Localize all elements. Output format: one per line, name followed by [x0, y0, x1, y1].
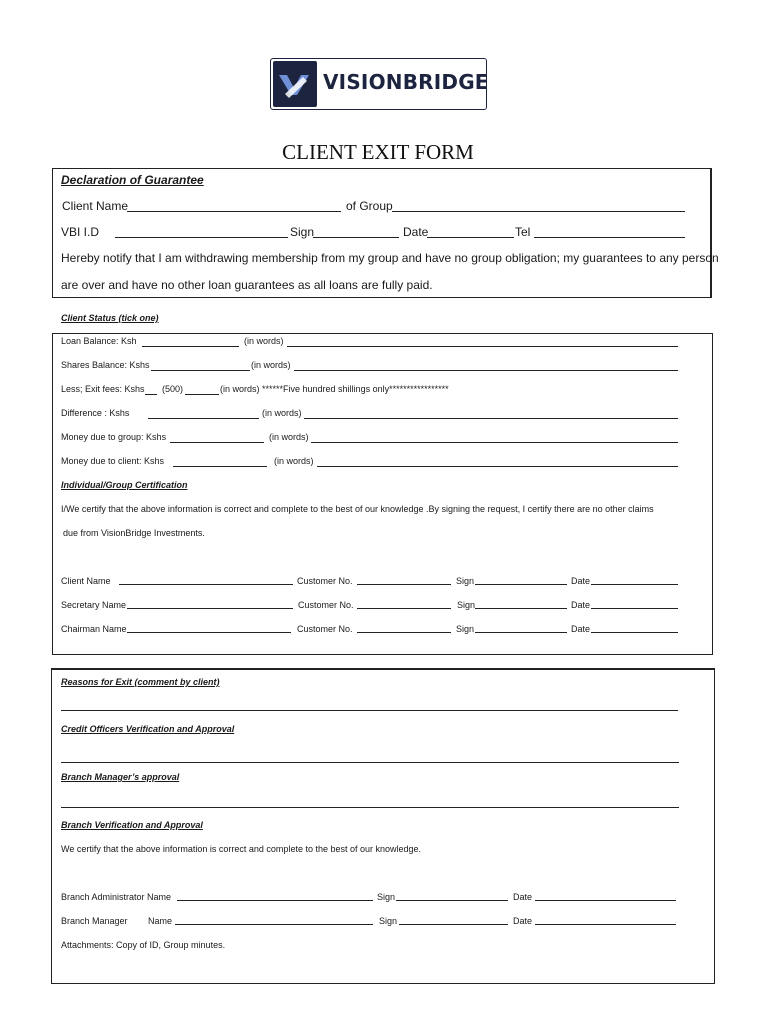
cert-chairman-customer-no-label: Customer No. — [297, 624, 353, 634]
cert-secretary-sign-label: Sign — [457, 600, 476, 610]
branch-manager-label: Branch Manager — [61, 916, 128, 926]
branch-admin-date-field[interactable] — [535, 900, 676, 901]
visionbridge-logo — [270, 58, 487, 110]
form-title: CLIENT EXIT FORM — [282, 140, 474, 164]
branch-admin-date-label: Date — [513, 892, 533, 902]
difference-field[interactable] — [148, 418, 259, 419]
money-due-group-words-field[interactable] — [311, 442, 678, 443]
branch-manager-name-field[interactable] — [175, 924, 373, 925]
reasons-field[interactable] — [61, 710, 678, 711]
cert-client-name-field[interactable] — [119, 584, 293, 585]
cert-secretary-sign-field[interactable] — [475, 608, 567, 609]
credit-officers-heading: Credit Officers Verification and Approval — [61, 724, 235, 734]
exit-fees-field[interactable] — [145, 394, 157, 395]
cert-chairman-customer-no-field[interactable] — [357, 632, 451, 633]
cert-chairman-sign-label: Sign — [456, 624, 475, 634]
logo-mark-icon — [273, 61, 317, 107]
cert-client-date-field[interactable] — [591, 584, 678, 585]
cert-chairman-sign-field[interactable] — [475, 632, 567, 633]
client-name-field[interactable] — [127, 211, 341, 212]
attachments-note: Attachments: Copy of ID, Group minutes. — [61, 940, 226, 950]
difference-label: Difference : Kshs — [61, 408, 130, 418]
certification-statement-line1: I/We certify that the above information is correct and complete to the best of our knowledge .By signing the request, I certify there are no other claims — [61, 504, 654, 514]
client-status-section — [52, 333, 713, 655]
reasons-heading: Reasons for Exit (comment by client) — [61, 677, 220, 687]
exit-fees-label: Less; Exit fees: Kshs — [61, 384, 145, 394]
loan-balance-words-label: (in words) — [244, 336, 284, 346]
money-due-client-field[interactable] — [173, 466, 267, 467]
branch-manager-name-label: Name — [148, 916, 173, 926]
declaration-heading: Declaration of Guarantee — [61, 173, 204, 187]
logo-brand-text: VISIONBRIDGE — [323, 70, 489, 94]
exit-fee-words: (in words) ******Five hundred shillings only***************** — [220, 384, 449, 394]
cert-client-sign-label: Sign — [456, 576, 475, 586]
branch-manager-date-field[interactable] — [535, 924, 676, 925]
vbi-id-field[interactable] — [115, 237, 288, 238]
branch-admin-name-label: Branch Administrator Name — [61, 892, 172, 902]
loan-balance-field[interactable] — [142, 346, 239, 347]
cert-secretary-customer-no-label: Customer No. — [298, 600, 354, 610]
money-due-client-label: Money due to client: Kshs — [61, 456, 165, 466]
cert-client-name-label: Client Name — [61, 576, 111, 586]
branch-manager-approval-heading: Branch Manager’s approval — [61, 772, 180, 782]
cert-chairman-date-field[interactable] — [591, 632, 678, 633]
certification-heading: Individual/Group Certification — [61, 480, 188, 490]
tel-label: Tel — [515, 225, 531, 239]
exit-fee-amount-field[interactable] — [185, 394, 219, 395]
sign-label: Sign — [290, 225, 315, 239]
declaration-statement-line2: are over and have no other loan guarantees as all loans are fully paid. — [61, 278, 433, 292]
branch-manager-date-label: Date — [513, 916, 533, 926]
vbi-id-label: VBI I.D — [61, 225, 100, 239]
cert-chairman-name-field[interactable] — [127, 632, 291, 633]
branch-admin-name-field[interactable] — [177, 900, 373, 901]
cert-client-sign-field[interactable] — [475, 584, 567, 585]
client-name-label: Client Name — [62, 199, 129, 213]
money-due-group-label: Money due to group: Kshs — [61, 432, 167, 442]
tel-field[interactable] — [534, 237, 685, 238]
branch-manager-sign-label: Sign — [379, 916, 398, 926]
certification-statement-line2: due from VisionBridge Investments. — [63, 528, 205, 538]
sign-field[interactable] — [313, 237, 399, 238]
money-due-client-words-field[interactable] — [317, 466, 678, 467]
branch-admin-sign-label: Sign — [377, 892, 396, 902]
group-field[interactable] — [392, 211, 685, 212]
cert-secretary-date-label: Date — [571, 600, 591, 610]
cert-chairman-name-label: Chairman Name — [61, 624, 127, 634]
cert-chairman-date-label: Date — [571, 624, 591, 634]
difference-words-label: (in words) — [262, 408, 302, 418]
loan-balance-label: Loan Balance: Ksh — [61, 336, 137, 346]
cert-secretary-date-field[interactable] — [591, 608, 678, 609]
declaration-statement-line1: Hereby notify that I am withdrawing membership from my group and have no group obligation; my guarantees to any person — [61, 251, 719, 265]
branch-admin-sign-field[interactable] — [396, 900, 508, 901]
cert-client-date-label: Date — [571, 576, 591, 586]
shares-balance-words-label: (in words) — [251, 360, 291, 370]
money-due-group-words-label: (in words) — [269, 432, 309, 442]
branch-manager-approval-field[interactable] — [61, 807, 679, 808]
branch-verification-statement: We certify that the above information is correct and complete to the best of our knowledge. — [61, 844, 422, 854]
loan-balance-words-field[interactable] — [287, 346, 678, 347]
date-label: Date — [403, 225, 429, 239]
shares-balance-field[interactable] — [151, 370, 250, 371]
money-due-group-field[interactable] — [170, 442, 264, 443]
cert-client-customer-no-field[interactable] — [357, 584, 451, 585]
date-field[interactable] — [427, 237, 514, 238]
client-status-heading: Client Status (tick one) — [61, 313, 159, 323]
branch-manager-sign-field[interactable] — [399, 924, 508, 925]
branch-verification-heading: Branch Verification and Approval — [61, 820, 203, 830]
credit-officers-field[interactable] — [61, 762, 679, 763]
shares-balance-label: Shares Balance: Kshs — [61, 360, 150, 370]
cert-secretary-customer-no-field[interactable] — [357, 608, 451, 609]
cert-secretary-name-label: Secretary Name — [61, 600, 127, 610]
difference-words-field[interactable] — [304, 418, 678, 419]
money-due-client-words-label: (in words) — [274, 456, 314, 466]
cert-secretary-name-field[interactable] — [127, 608, 293, 609]
shares-balance-words-field[interactable] — [294, 370, 678, 371]
of-group-label: of Group — [346, 199, 393, 213]
cert-client-customer-no-label: Customer No. — [297, 576, 353, 586]
exit-fee-amount: (500) — [162, 384, 184, 394]
